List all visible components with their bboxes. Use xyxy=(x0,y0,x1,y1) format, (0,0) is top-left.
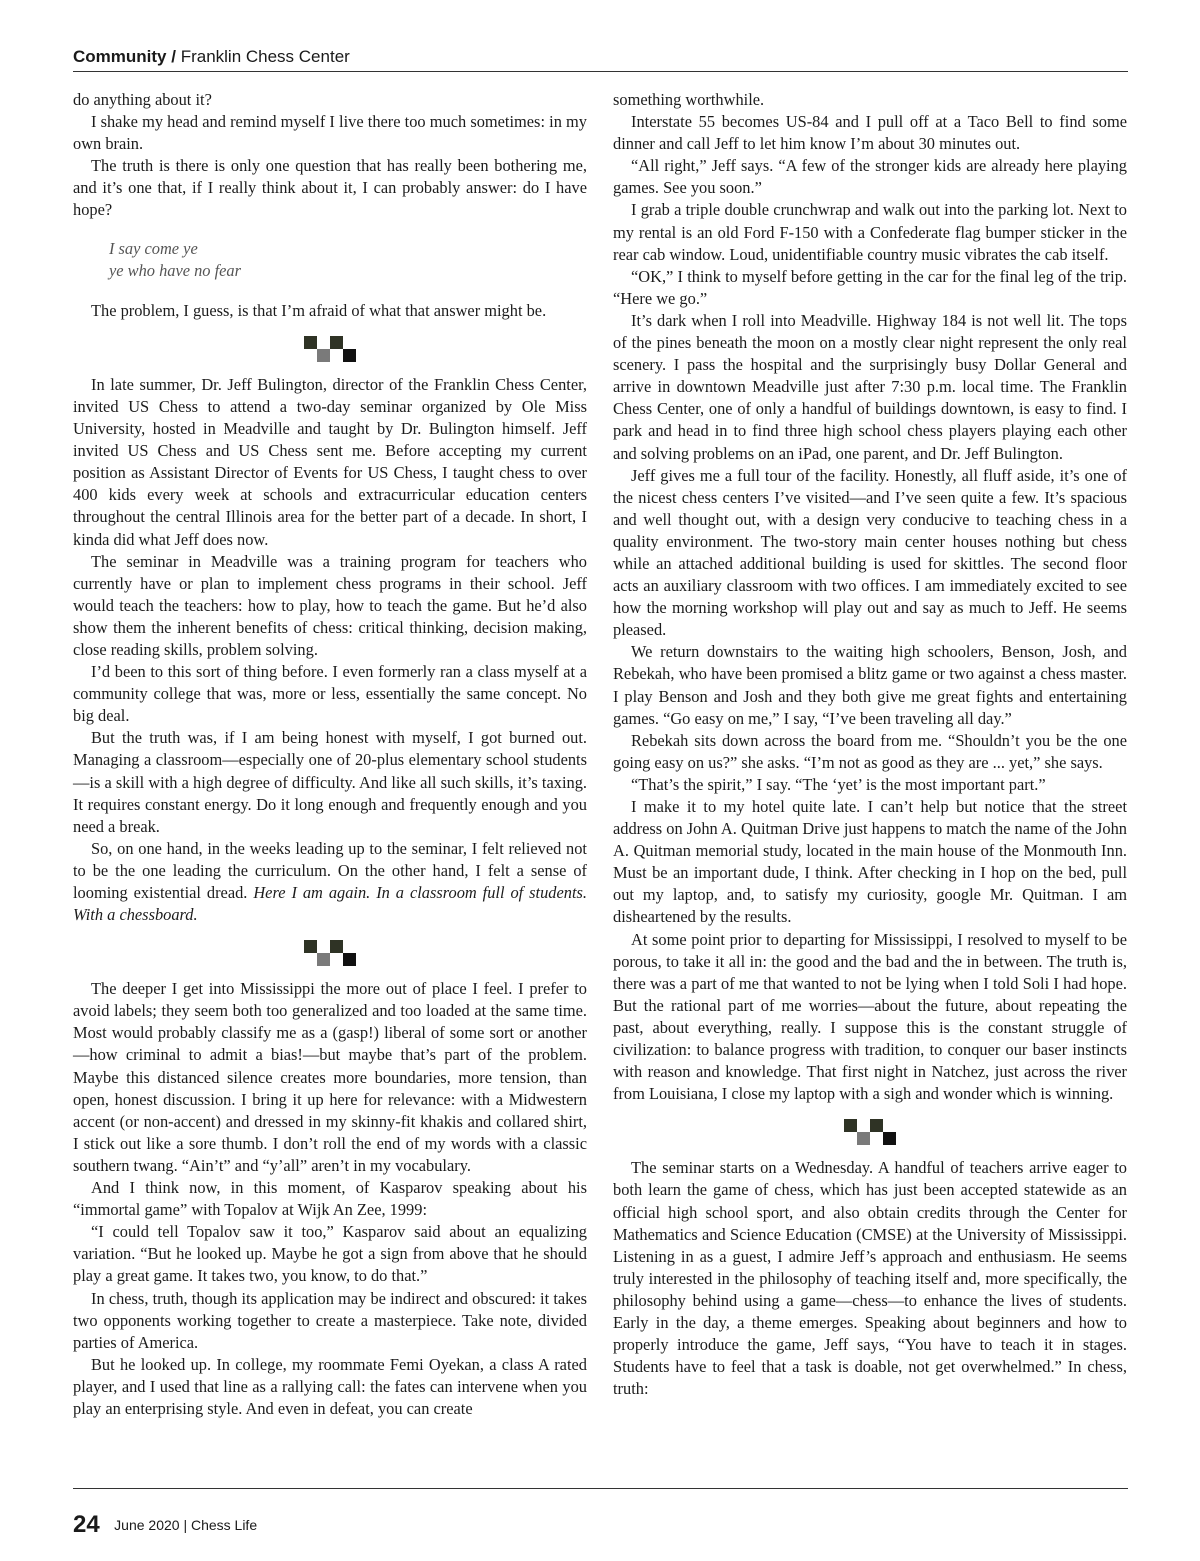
right-column xyxy=(613,89,1127,1400)
paragraph: At some point prior to departing for Mississippi, I resolved to myself to be porous, to take it all in: the good and the bad and the in between. The truth is, there was a part of me that wanted to not be lying when I told Soli I had hope. But the rational part of me worries—about the future, about repeating the past, about everything, really. I suppose this is the constant struggle of civilization: to balance progress with tradition, to conquer our baser instincts with reason and knowledge. That first night in Natchez, just across the river from Louisiana, I close my laptop with a sigh and wonder which is winning. xyxy=(613,929,1127,1104)
section-break xyxy=(73,322,587,374)
paragraph: In chess, truth, though its application may be indirect and obscured: it takes two opponents working together to create a masterpiece. Take note, divided parties of America. xyxy=(73,1288,587,1352)
paragraph: Jeff gives me a full tour of the facility. Honestly, all fluff aside, it’s one of the nicest chess centers I’ve visited—and I’ve seen quite a few. It’s spacious and well thought out, with a design very conducive to teaching chess in a quality environment. The two-story main center houses nothing but chess while an attached additional building is used for skittles. The second floor acts an auxiliary classroom with two offices. I am immediately excited to see how the morning workshop will play out and say as much to Jeff. He seems pleased. xyxy=(613,465,1127,640)
paragraph: The problem, I guess, is that I’m afraid of what that answer might be. xyxy=(91,300,547,320)
header-rule xyxy=(73,71,1128,72)
paragraph: Interstate 55 becomes US-84 and I pull off at a Taco Bell to find some dinner and call Jeff to let him know I’m about 30 minutes out. xyxy=(613,112,1127,154)
paragraph: We return downstairs to the waiting high schoolers, Benson, Josh, and Rebekah, who have been promised a blitz game or two against a chess master. I play Benson and Josh and they both give me great fights and entertaining games. “Go easy on me,” I say, “I’ve been traveling all day.” xyxy=(613,642,1127,728)
paragraph: The seminar in Meadville was a training program for teachers who currently have or plan to implement chess programs in their school. Jeff would teach the teachers: how to play, how to teach the game. But he’d also show them the inherent benefits of chess: critical thinking, decision making, close reading skills, problem solving. xyxy=(73,551,587,659)
chess-squares-icon xyxy=(304,940,356,966)
issue-info: June 2020 | Chess Life xyxy=(114,1517,258,1533)
song-lyric-quote xyxy=(109,238,587,282)
page-footer xyxy=(73,1511,257,1541)
paragraph: But the truth was, if I am being honest with myself, I got burned out. Managing a classroom—especially one of 20-plus elementary school students—is a skill with a high degree of difficulty. And like all such skills, it’s taxing. It requires constant energy. Do it long enough and frequently enough and you need a break. xyxy=(73,728,587,836)
paragraph: I shake my head and remind myself I live there too much sometimes: in my own brain. xyxy=(73,112,587,154)
paragraph: “I could tell Topalov saw it too,” Kasparov said about an equalizing variation. “But he looked up. Maybe he got a sign from above that he should play a great game. It takes two, you know, to do that.” xyxy=(73,1222,587,1286)
paragraph: “All right,” Jeff says. “A few of the stronger kids are already here playing games. See you soon.” xyxy=(613,156,1127,198)
left-column xyxy=(73,89,587,1420)
paragraph: do anything about it? xyxy=(73,90,212,109)
paragraph: The deeper I get into Mississippi the more out of place I feel. I prefer to avoid labels; they seem both too generalized and too loaded at the same time. Most would probably classify me as a (gasp!) liberal of some sort or another—how criminal to admit a bias!—but maybe that’s part of the problem. Maybe this distanced silence creates more boundaries, more tension, than open, honest discussion. I bring it up here for relevance: with a Midwestern accent (or non-accent) and dressed in my skinny-fit khakis and collared shirt, I stick out like a sore thumb. I don’t roll the end of my words with a classic southern twang. “Ain’t” and “y’all” aren’t in my vocabulary. xyxy=(73,979,587,1175)
paragraph: I’d been to this sort of thing before. I even formerly ran a class myself at a community college that was, more or less, essentially the same concept. No big deal. xyxy=(73,662,587,726)
paragraph xyxy=(73,838,587,926)
subsection-label: Franklin Chess Center xyxy=(180,47,350,66)
section-break xyxy=(613,1105,1127,1157)
chess-squares-icon xyxy=(844,1119,896,1145)
paragraph: And I think now, in this moment, of Kasparov speaking about his “immortal game” with Topalov at Wijk An Zee, 1999: xyxy=(73,1178,587,1220)
section-break xyxy=(73,926,587,978)
paragraph: I make it to my hotel quite late. I can’t help but notice that the street address on John A. Quitman Drive just happens to match the name of the John A. Quitman memorial study, located in the main house of the Monmouth Inn. Must be an important dude, I think. After checking in I hop on the bed, pull out my laptop, and, to satisfy my curiosity, google Mr. Quitman. I am disheartened by the results. xyxy=(613,797,1127,927)
page-number: 24 xyxy=(73,1511,100,1538)
paragraph: The seminar starts on a Wednesday. A handful of teachers arrive eager to both learn the game of chess, which has just been accepted statewide as an official high school sport, and also obtain credits through the Center for Mathematics and Science Education (CMSE) at the University of Mississippi. Listening in as a guest, I admire Jeff’s approach and enthusiasm. He seems truly interested in the philosophy of teaching itself and, more specifically, the philosophy behind using a game—chess—to enhance the lives of students. Early in the day, a theme emerges. Speaking about beginners and how to properly introduce the game, Jeff says, “You have to teach it in stages. Students have to feel that a task is doable, not get overwhelmed.” In chess, truth: xyxy=(613,1158,1127,1399)
section-label: Community / xyxy=(73,47,176,66)
verse-line: I say come ye xyxy=(109,238,198,258)
paragraph: In late summer, Dr. Jeff Bulington, director of the Franklin Chess Center, invited US Chess to attend a two-day seminar organized by Ole Miss University, hosted in Meadville and taught by Dr. Bulington himself. Jeff invited US Chess and US Chess sent me. Before accepting my current position as Assistant Director of Events for US Chess, I taught chess to over 400 kids every week at schools and extracurricular education centers throughout the central Illinois area for the better part of a decade. In short, I kinda did what Jeff does now. xyxy=(73,374,587,549)
chess-squares-icon xyxy=(304,336,356,362)
paragraph: “That’s the spirit,” I say. “The ‘yet’ is the most important part.” xyxy=(631,774,1046,794)
running-header xyxy=(73,47,1128,71)
paragraph-text: So, on one hand, in the weeks leading up to the seminar, I felt relieved not to be the one leading the curriculum. On the other hand, I felt a sense of looming existential dread. xyxy=(73,838,587,902)
paragraph: something worthwhile. xyxy=(613,90,765,109)
paragraph: It’s dark when I roll into Meadville. Highway 184 is not well lit. The tops of the pines beneath the moon on a mostly clear night represent the only real scenery. I pass the hospital and the surprisingly busy Dollar General and arrive in downtown Meadville just after 7:30 p.m. local time. The Franklin Chess Center, one of only a handful of buildings downtown, is easy to find. I park and head in to find three high school chess players playing each other and solving problems on an iPad, one parent, and Dr. Jeff Bulington. xyxy=(613,310,1127,463)
italic-thought: Here I am again. In a classroom full of students. With a chessboard. xyxy=(73,883,587,925)
paragraph: “OK,” I think to myself before getting in the car for the final leg of the trip. “Here we go.” xyxy=(613,266,1127,308)
paragraph: I grab a triple double crunchwrap and walk out into the parking lot. Next to my rental is an old Ford F-150 with a Confederate flag bumper sticker in the rear cab window. Loud, unidentifiable country music vibrates the cab itself. xyxy=(613,200,1127,264)
paragraph: But he looked up. In college, my roommate Femi Oyekan, a class A rated player, and I used that line as a rallying call: the fates can intervene when you play an enterprising style. And even in defeat, you can create xyxy=(73,1354,587,1418)
paragraph: The truth is there is only one question that has really been bothering me, and it’s one that, if I really think about it, I can probably answer: do I have hope? xyxy=(73,156,587,220)
footer-rule xyxy=(73,1488,1128,1489)
verse-line: ye who have no fear xyxy=(109,260,241,280)
paragraph: Rebekah sits down across the board from me. “Shouldn’t you be the one going easy on us?” she asks. “I’m not as good as they are ... yet,” she says. xyxy=(613,730,1127,772)
